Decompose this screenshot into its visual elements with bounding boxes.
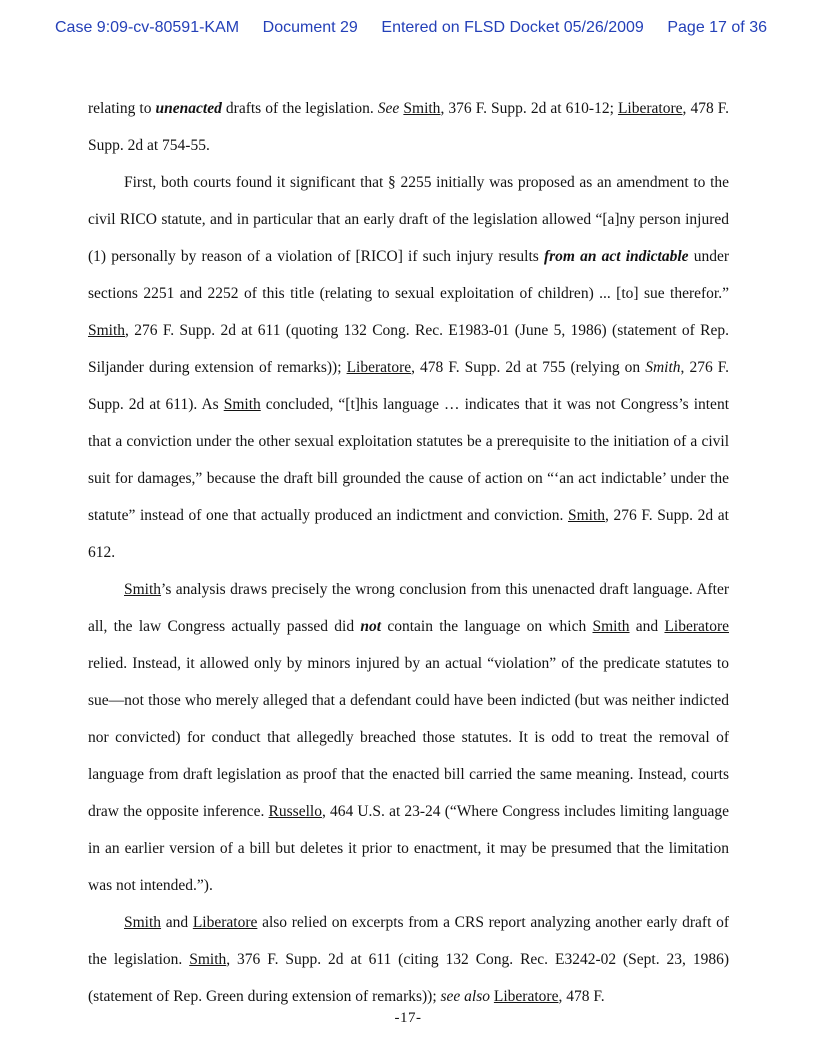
paragraph bbox=[88, 164, 729, 571]
text-run: and bbox=[629, 618, 665, 635]
text-run: , 276 F. Supp. 2d at 612. bbox=[88, 507, 729, 561]
case-citation: Liberatore bbox=[346, 359, 412, 376]
case-citation: Liberatore bbox=[617, 100, 683, 117]
case-citation: Smith bbox=[189, 951, 227, 968]
case-citation: Smith bbox=[568, 507, 606, 524]
text-run: and bbox=[161, 914, 193, 931]
paragraph bbox=[88, 904, 729, 1015]
docket-document-number: Document 29 bbox=[262, 19, 358, 36]
text-run: , 464 U.S. at 23-24 (“Where Congress includes limiting language in an earlier version of a bill but deletes it prior to enactment, it may be presumed that the limitation was not intended.”). bbox=[88, 803, 730, 894]
docket-page-count: Page 17 of 36 bbox=[667, 19, 767, 36]
text-run: drafts of the legislation. bbox=[221, 100, 378, 117]
text-run: under sections 2251 and 2252 of this title (relating to sexual exploitation of children) ... [to] sue therefor.” bbox=[88, 248, 729, 302]
case-citation: Russello bbox=[268, 803, 322, 820]
text-run: , 478 F. Supp. 2d at 754-55. bbox=[88, 100, 730, 154]
page-number: -17- bbox=[394, 1010, 422, 1026]
text-run: not bbox=[360, 618, 382, 635]
docket-header bbox=[55, 19, 767, 37]
text-run: ’s analysis draws precisely the wrong conclusion from this unenacted draft language. After all, the law Congress actually passed did bbox=[88, 581, 729, 635]
case-citation: Smith bbox=[88, 322, 126, 339]
paragraph bbox=[88, 90, 729, 164]
text-run: , 276 F. Supp. 2d at 611 (quoting 132 Cong. Rec. E1983-01 (June 5, 1986) (statement of Rep. Siljander during extension of remarks)); bbox=[88, 322, 729, 376]
text-run: also relied on excerpts from a CRS report analyzing another early draft of the legislation. bbox=[88, 914, 729, 968]
case-citation: Smith bbox=[403, 100, 441, 117]
text-run: , 478 F. bbox=[558, 988, 605, 1005]
text-run: from an act indictable bbox=[543, 248, 689, 265]
text-run: See bbox=[377, 100, 400, 117]
case-citation: Smith bbox=[124, 581, 162, 598]
text-run: , 376 F. Supp. 2d at 610-12; bbox=[440, 100, 618, 117]
text-run: First, both courts found it significant that § 2255 initially was proposed as an amendment to the civil RICO statute, and in particular that an early draft of the legislation allowed “[a]ny person injured (1) personally by reason of a violation of [RICO] if such injury results bbox=[88, 174, 729, 265]
text-run: concluded, “[t]his language … indicates that it was not Congress’s intent that a conviction under the other sexual exploitation statutes be a prerequisite to the initiation of a civil suit for damages,” because the draft bill grounded the cause of action on “‘an act indictable’ under the statute” instead of one that actually produced an indictment and conviction. bbox=[88, 396, 729, 524]
text-run: see also bbox=[440, 988, 491, 1005]
case-citation: Liberatore bbox=[493, 988, 559, 1005]
case-citation: Smith bbox=[223, 396, 261, 413]
case-citation: Smith bbox=[124, 914, 162, 931]
case-citation: Smith bbox=[592, 618, 630, 635]
case-citation: Liberatore bbox=[664, 618, 729, 635]
paragraph bbox=[88, 571, 729, 904]
text-run: , 276 F. Supp. 2d at 611). As bbox=[88, 359, 729, 413]
document-body bbox=[88, 90, 729, 1015]
case-citation: Liberatore bbox=[192, 914, 258, 931]
text-run: , 478 F. Supp. 2d at 755 (relying on bbox=[411, 359, 646, 376]
text-run: Smith bbox=[645, 359, 681, 376]
text-run: relied. Instead, it allowed only by minors injured by an actual “violation” of the predicate statutes to sue—not those who merely alleged that a defendant could have been indicted (but was neither indicted nor convicted) for conduct that allegedly breached those statutes. It is odd to treat the removal of language from draft legislation as proof that the enacted bill carried the same meaning. Instead, courts draw the opposite inference. bbox=[88, 655, 729, 820]
docket-case-number: Case 9:09-cv-80591-KAM bbox=[55, 19, 240, 36]
text-run: relating to bbox=[88, 100, 156, 117]
text-run: , 376 F. Supp. 2d at 611 (citing 132 Cong. Rec. E3242-02 (Sept. 23, 1986) (statement of Rep. Green during extension of remarks)); bbox=[88, 951, 729, 1005]
docket-entered-date: Entered on FLSD Docket 05/26/2009 bbox=[381, 19, 644, 36]
text-run: contain the language on which bbox=[381, 618, 593, 635]
text-run: unenacted bbox=[155, 100, 222, 117]
